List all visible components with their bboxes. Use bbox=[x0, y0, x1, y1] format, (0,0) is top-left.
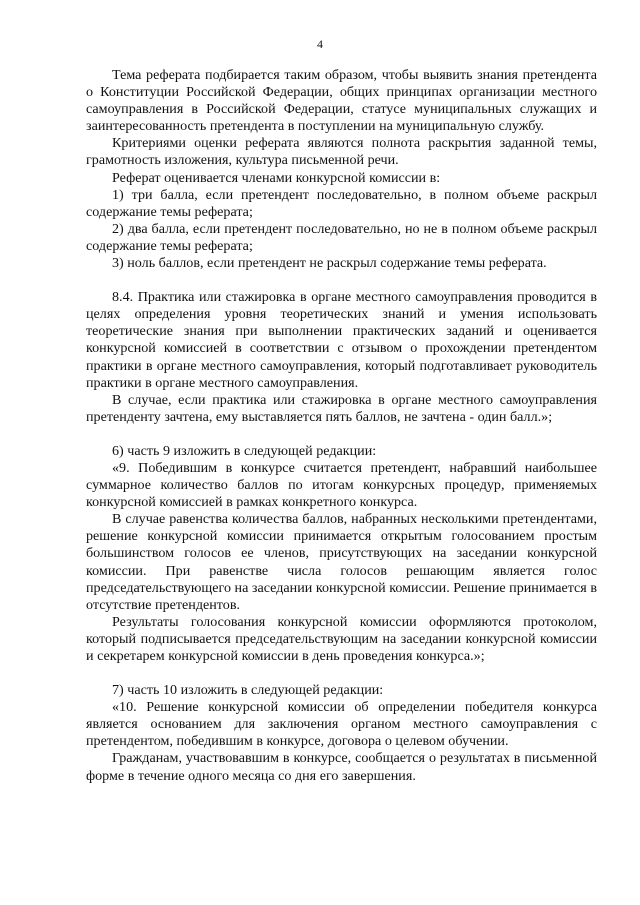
section-spacer bbox=[86, 426, 597, 443]
paragraph-essay-criteria: Критериями оценки реферата являются полнота раскрытия заданной темы, грамотность изложения, культура письменной речи. bbox=[86, 135, 597, 169]
paragraph-amendment-part-10: 7) часть 10 изложить в следующей редакции: bbox=[112, 682, 384, 699]
paragraph-tie-vote: В случае равенства количества баллов, набранных несколькими претендентами, решение конкурсной комиссии принимается открытым голосованием простым большинством голосов ее членов, присутствующих на заседании конкурсной комиссии. При равенстве числа голосов решающим является голос председательствующего на заседании конкурсной комиссии. Решение принимается в отсутствие претендентов. bbox=[86, 511, 597, 613]
document-body bbox=[86, 67, 597, 785]
list-item-zero-points: 3) ноль баллов, если претендент не раскрыл содержание темы реферата. bbox=[112, 255, 547, 272]
paragraph-notification: Гражданам, участвовавшим в конкурсе, сообщается о результатах в письменной форме в течение одного месяца со дня его завершения. bbox=[86, 750, 597, 784]
paragraph-internship-scoring: В случае, если практика или стажировка в органе местного самоуправления претенденту зачтена, ему выставляется пять баллов, не зачтена - один балл.»; bbox=[86, 391, 597, 425]
paragraph-section-8-4: 8.4. Практика или стажировка в органе местного самоуправления проводится в целях определения уровня теоретических знаний и умения использовать теоретические знания при выполнении практических заданий и оценивается конкурсной комиссией в соответствии с отзывом о прохождении претендентом практики в органе местного самоуправления, который подготавливает руководитель практики в органе местного самоуправления. bbox=[86, 289, 597, 391]
paragraph-amendment-part-9: 6) часть 9 изложить в следующей редакции: bbox=[112, 442, 377, 459]
list-item-three-points: 1) три балла, если претендент последовательно, в полном объеме раскрыл содержание темы реферата; bbox=[86, 186, 597, 220]
paragraph-essay-scoring-intro: Реферат оценивается членами конкурсной комиссии в: bbox=[112, 169, 441, 186]
paragraph-voting-protocol: Результаты голосования конкурсной комиссии оформляются протоколом, который подписывается председательствующим на заседании конкурсной комиссии и секретарем конкурсной комиссии в день проведения конкурса.»; bbox=[86, 613, 597, 664]
section-spacer bbox=[86, 665, 597, 682]
section-spacer bbox=[86, 272, 597, 289]
page-number: 4 bbox=[317, 37, 323, 51]
paragraph-essay-topic: Тема реферата подбирается таким образом, чтобы выявить знания претендента о Конституции Российской Федерации, общих принципах организации местного самоуправления в Российской Федерации, статусе муниципальных служащих и заинтересованность претендента в поступлении на муниципальную службу. bbox=[86, 67, 597, 135]
list-item-two-points: 2) два балла, если претендент последовательно, но не в полном объеме раскрыл содержание темы реферата; bbox=[86, 220, 597, 254]
paragraph-winner-definition: «9. Победившим в конкурсе считается претендент, набравший наибольшее суммарное количество баллов по итогам конкурсных процедур, применяемых конкурсной комиссией в рамках конкретного конкурса. bbox=[86, 459, 597, 511]
paragraph-commission-decision: «10. Решение конкурсной комиссии об определении победителя конкурса является основанием для заключения органом местного самоуправления с претендентом, победившим в конкурсе, договора о целевом обучении. bbox=[86, 699, 597, 750]
